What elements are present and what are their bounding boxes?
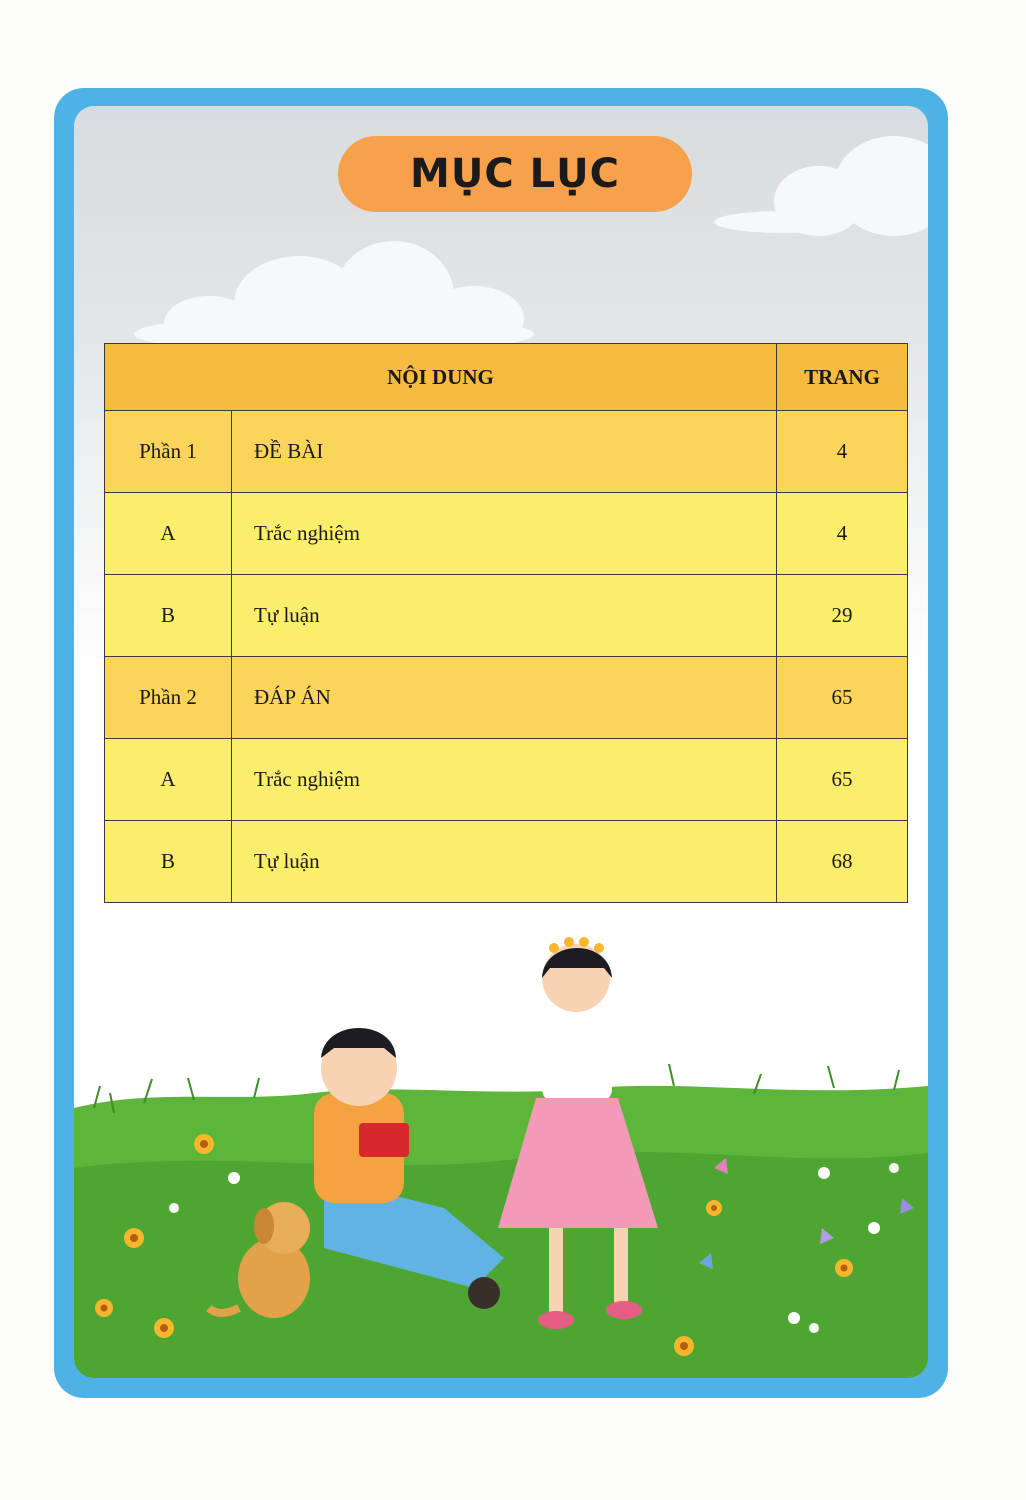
table-row [105, 411, 908, 493]
page-frame [54, 88, 948, 1398]
toc-section: Phần 1 [105, 411, 232, 493]
toc-section: Phần 2 [105, 657, 232, 739]
toc-header-row [105, 344, 908, 411]
toc-table [104, 343, 908, 903]
toc-section: B [105, 575, 232, 657]
grass-shade [74, 1152, 928, 1378]
toc-label: Trắc nghiệm [232, 739, 777, 821]
toc-label: ĐỀ BÀI [232, 411, 777, 493]
title-pill [338, 136, 692, 212]
table-row [105, 575, 908, 657]
toc-label: Tự luận [232, 575, 777, 657]
toc-section: B [105, 821, 232, 903]
page-title: MỤC LỤC [410, 151, 620, 197]
toc-section: A [105, 739, 232, 821]
table-row [105, 739, 908, 821]
toc-label: Trắc nghiệm [232, 493, 777, 575]
toc-page: 65 [777, 739, 908, 821]
toc-page: 29 [777, 575, 908, 657]
toc-label: Tự luận [232, 821, 777, 903]
children-meadow-illustration [74, 908, 928, 1378]
toc-page: 65 [777, 657, 908, 739]
toc-label: ĐÁP ÁN [232, 657, 777, 739]
table-row [105, 657, 908, 739]
toc-header-content: NỘI DUNG [105, 344, 777, 411]
table-row [105, 821, 908, 903]
toc-page: 4 [777, 493, 908, 575]
toc-section: A [105, 493, 232, 575]
toc-page: 68 [777, 821, 908, 903]
toc-header-page: TRANG [777, 344, 908, 411]
toc-page: 4 [777, 411, 908, 493]
page-inner [74, 106, 928, 1378]
table-row [105, 493, 908, 575]
